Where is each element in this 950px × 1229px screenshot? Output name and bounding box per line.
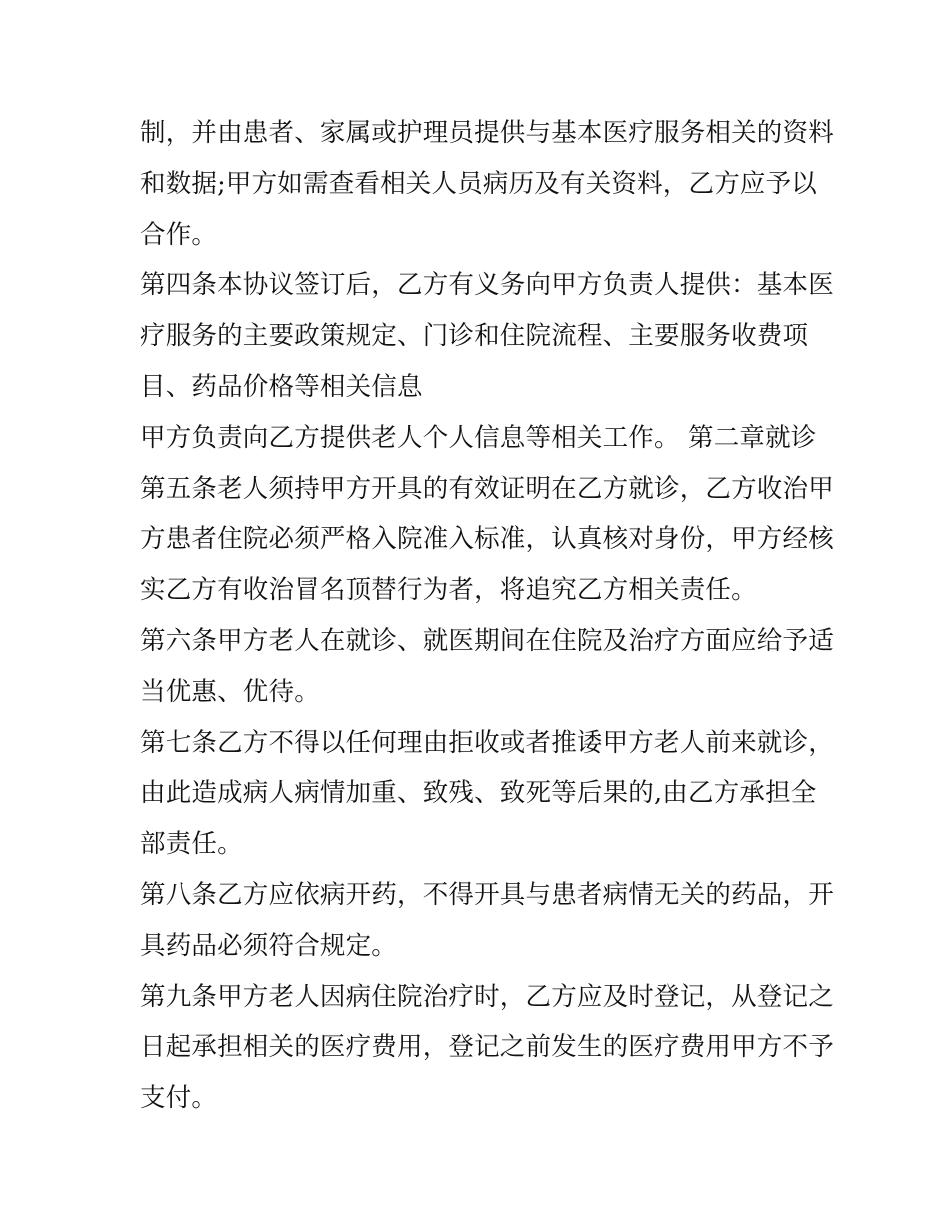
text-line: 第九条甲方老人因病住院治疗时，乙方应及时登记，从登记之 bbox=[140, 981, 834, 1012]
text-line: 甲方负责向乙方提供老人个人信息等相关工作。 第二章就诊 bbox=[140, 422, 817, 453]
text-line: 第七条乙方不得以任何理由拒收或者推诿甲方老人前来就诊， bbox=[140, 727, 834, 758]
text-line: 疗服务的主要政策规定、门诊和住院流程、主要服务收费项 bbox=[140, 321, 809, 352]
text-line: 部责任。 bbox=[140, 829, 243, 860]
text-line: 实乙方有收治冒名顶替行为者，将追究乙方相关责任。 bbox=[140, 575, 757, 606]
document-body bbox=[140, 108, 834, 1124]
text-line: 日起承担相关的医疗费用，登记之前发生的医疗费用甲方不予 bbox=[140, 1032, 834, 1063]
text-line: 第四条本协议签订后，乙方有义务向甲方负责人提供：基本医 bbox=[140, 270, 834, 301]
text-line: 第八条乙方应依病开药，不得开具与患者病情无关的药品，开 bbox=[140, 879, 834, 910]
text-line: 由此造成病人病情加重、致残、致死等后果的,由乙方承担全 bbox=[140, 778, 817, 809]
text-line: 具药品必须符合规定。 bbox=[140, 930, 398, 961]
text-line: 目、药品价格等相关信息 bbox=[140, 371, 423, 402]
text-line: 和数据;甲方如需查看相关人员病历及有关资料，乙方应予以 bbox=[140, 168, 817, 199]
text-line: 当优惠、优待。 bbox=[140, 676, 320, 707]
text-line: 方患者住院必须严格入院准入标准，认真核对身份，甲方经核 bbox=[140, 524, 834, 555]
text-line: 制，并由患者、家属或护理员提供与基本医疗服务相关的资料 bbox=[140, 118, 834, 148]
text-line: 合作。 bbox=[140, 219, 218, 250]
text-line: 第六条甲方老人在就诊、就医期间在住院及治疗方面应给予适 bbox=[140, 625, 834, 656]
text-line: 支付。 bbox=[140, 1083, 218, 1114]
text-line: 第五条老人须持甲方开具的有效证明在乙方就诊，乙方收治甲 bbox=[140, 473, 834, 504]
